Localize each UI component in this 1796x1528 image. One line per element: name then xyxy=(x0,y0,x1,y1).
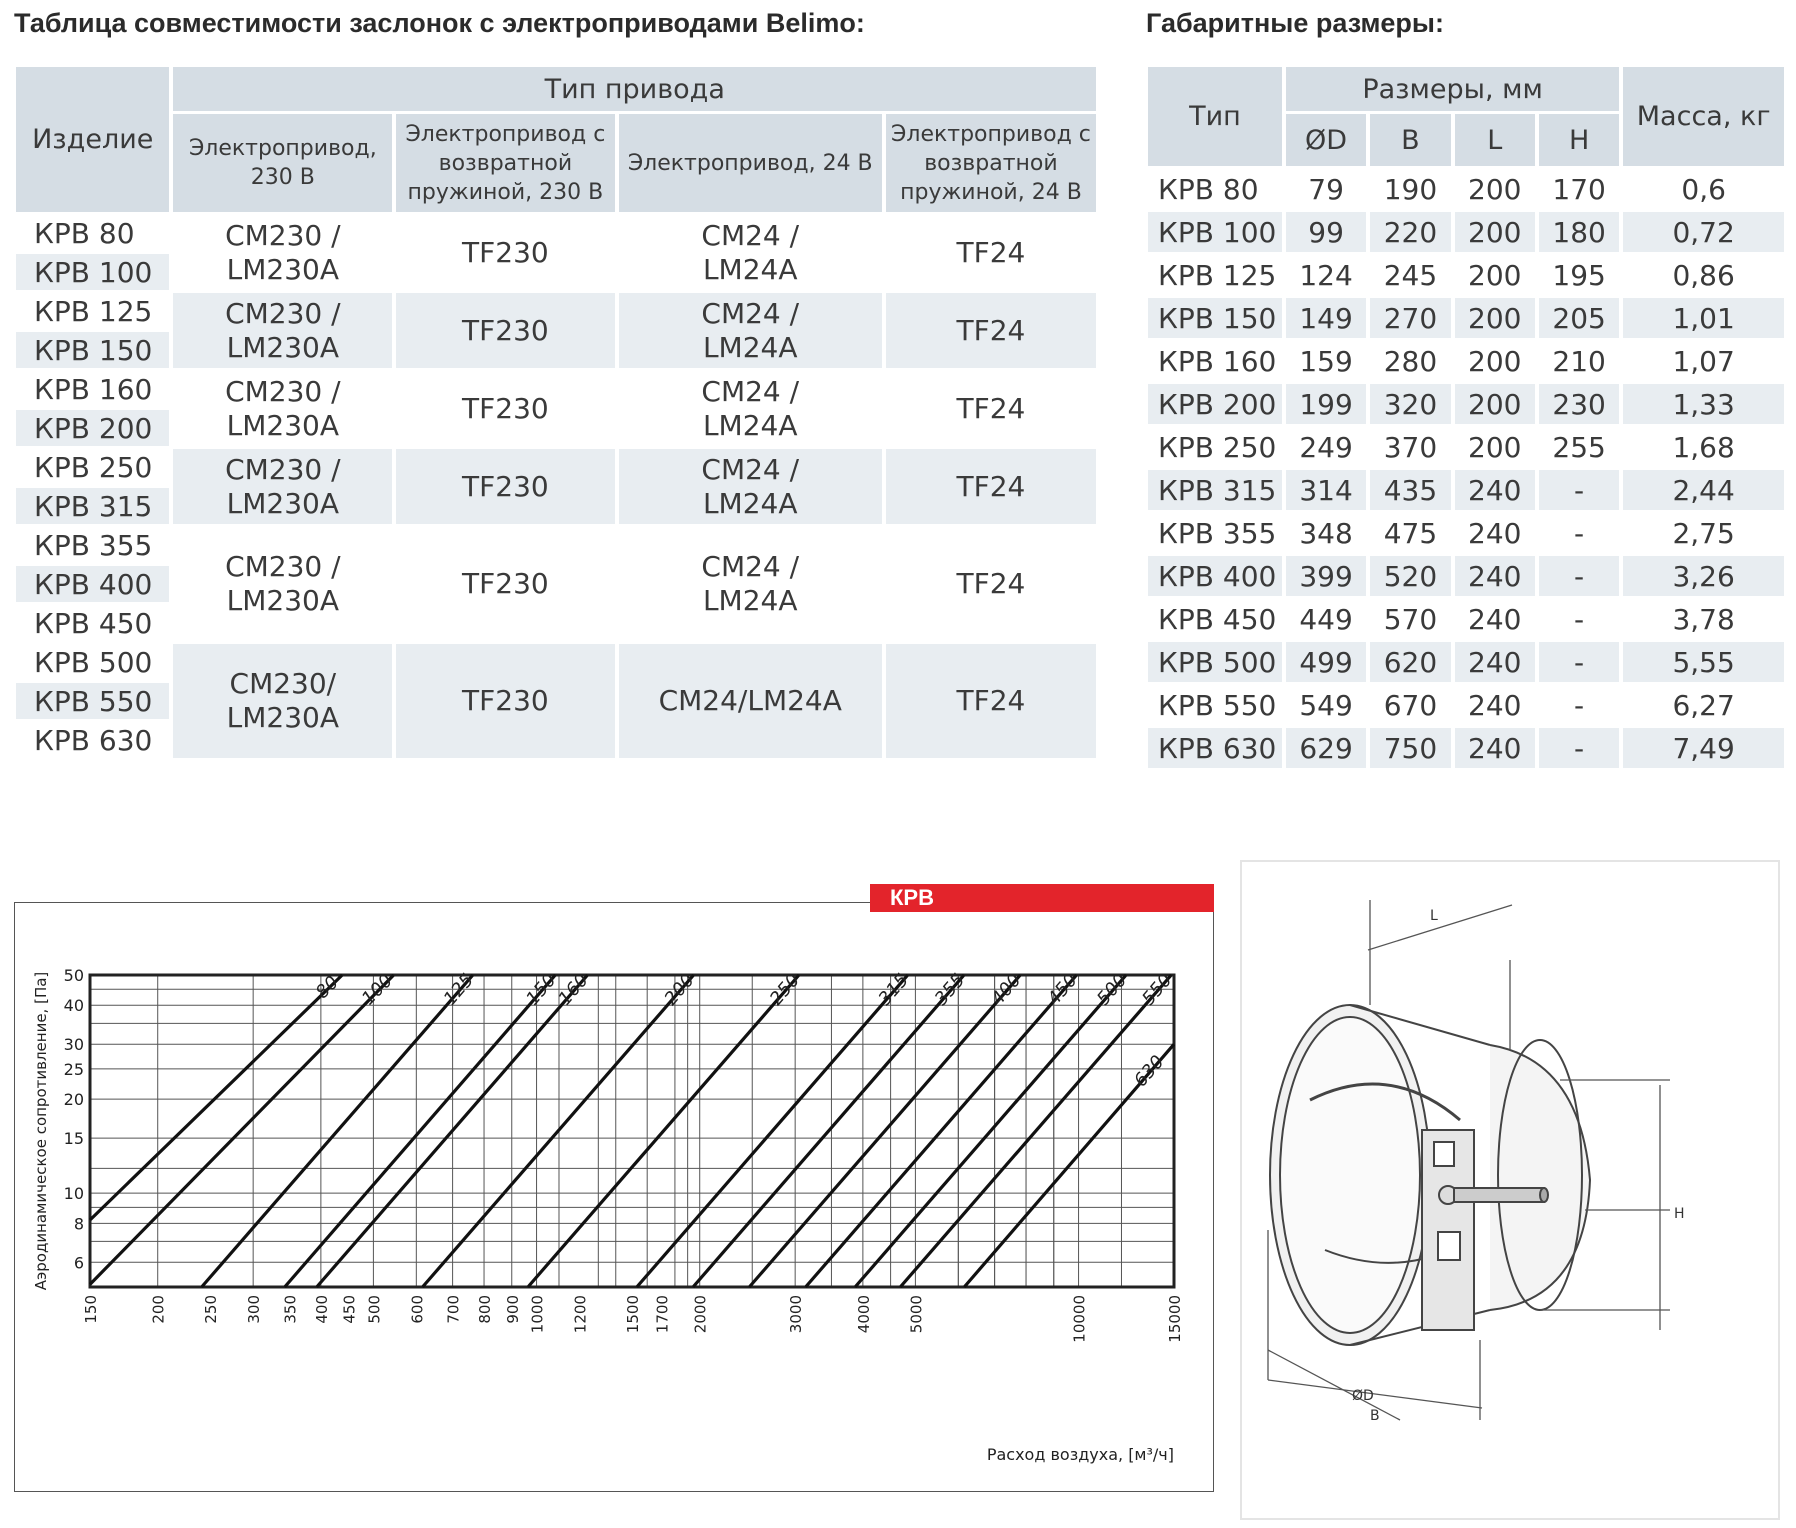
compat-drive-24-cell: CM24 / LM24A xyxy=(701,218,800,286)
compat-product-cell: КРВ 315 xyxy=(16,488,169,524)
compat-product-cell: КРВ 550 xyxy=(16,683,169,719)
compat-product-cell: КРВ 450 xyxy=(34,606,153,640)
series-line-200 xyxy=(423,975,694,1287)
dims-cell: 620 xyxy=(1370,642,1450,682)
dims-col-l: L xyxy=(1455,114,1535,166)
dims-cell: 475 xyxy=(1383,516,1438,550)
compat-spring-24-cell: TF24 xyxy=(956,567,1026,600)
compat-drive-24-cell: CM24 / LM24A xyxy=(701,550,800,617)
compat-drive-230-cell: CM230 / LM230A xyxy=(173,449,392,524)
dims-col-h: H xyxy=(1539,114,1619,166)
dims-col-sizes: Размеры, мм xyxy=(1286,67,1619,111)
compat-spring-230-cell: TF230 xyxy=(462,235,549,269)
dims-cell: - xyxy=(1539,470,1619,510)
series-label-550: 550 xyxy=(1138,969,1177,1010)
y-tick-label: 50 xyxy=(63,966,84,985)
dims-row xyxy=(1148,384,1784,424)
dims-table xyxy=(1144,64,1788,771)
x-tick-label: 4000 xyxy=(854,1295,873,1334)
y-tick-label: 8 xyxy=(73,1214,84,1234)
dims-cell: 2,44 xyxy=(1623,470,1784,510)
dims-row xyxy=(1148,556,1784,596)
dims-cell: 0,72 xyxy=(1623,212,1784,252)
series-label-355: 355 xyxy=(930,969,970,1010)
compat-col-spring-230: Электропривод с возвратной пружиной, 230 В xyxy=(396,114,614,212)
compat-product-cell: КРВ 500 xyxy=(34,645,153,679)
dims-cell: 399 xyxy=(1286,556,1366,596)
dims-cell: 5,55 xyxy=(1623,642,1784,682)
x-tick-label: 350 xyxy=(281,1295,300,1324)
series-label-80: 80 xyxy=(311,972,343,1004)
x-tick-label: 400 xyxy=(312,1295,331,1324)
dims-col-type: Тип xyxy=(1148,67,1282,166)
dims-col-d: ØD xyxy=(1286,114,1366,166)
x-tick-label: 450 xyxy=(340,1295,359,1324)
y-tick-label: 20 xyxy=(63,1090,84,1110)
compat-drive-230-cell: CM230 / LM230A xyxy=(225,374,341,442)
dims-row xyxy=(1148,255,1784,295)
dims-cell: 499 xyxy=(1286,642,1366,682)
x-tick-label: 250 xyxy=(202,1295,221,1324)
compat-spring-24-cell: TF24 xyxy=(956,391,1026,425)
dims-cell: 195 xyxy=(1552,258,1606,292)
dims-cell: 190 xyxy=(1383,172,1438,206)
compat-spring-24-cell: TF24 xyxy=(886,449,1096,524)
dims-cell: КРВ 355 xyxy=(1158,516,1277,550)
compat-spring-24-cell: TF24 xyxy=(886,293,1096,368)
compat-title: Таблица совместимости заслонок с электроприводами Belimo: xyxy=(14,8,865,38)
series-label-200: 200 xyxy=(660,969,699,1010)
dims-cell: 280 xyxy=(1383,344,1438,378)
series-label-450: 450 xyxy=(1043,969,1082,1010)
x-tick-label: 150 xyxy=(82,1295,100,1324)
compat-col-product: Изделие xyxy=(16,67,169,212)
chart-badge: КРВ xyxy=(870,884,1214,912)
y-tick-label: 25 xyxy=(63,1059,84,1079)
y-axis-label: Аэродинамическое сопротивление, [Па] xyxy=(32,971,50,1291)
dims-cell: 750 xyxy=(1370,728,1450,768)
y-tick-label: 10 xyxy=(63,1184,84,1204)
dims-cell: 79 xyxy=(1308,172,1344,206)
dims-cell: 240 xyxy=(1455,556,1535,596)
x-tick-label: 200 xyxy=(149,1295,168,1324)
dims-cell: 240 xyxy=(1455,470,1535,510)
dim-label-d: ØD xyxy=(1352,1388,1374,1404)
pressure-drop-chart xyxy=(14,902,1214,1492)
compat-col-drive-230: Электропривод, 230 В xyxy=(173,114,392,212)
x-tick-label: 1000 xyxy=(528,1295,547,1334)
dims-cell: 0,86 xyxy=(1672,258,1735,292)
x-tick-label: 15000 xyxy=(1166,1295,1184,1343)
dims-cell: 200 xyxy=(1468,430,1522,464)
y-tick-label: 6 xyxy=(73,1253,84,1273)
dims-cell: 670 xyxy=(1383,688,1438,722)
compat-drive-230-cell: CM230/ LM230A xyxy=(173,644,392,758)
dims-cell: 220 xyxy=(1370,212,1450,252)
dims-row xyxy=(1148,642,1784,682)
dims-cell: 570 xyxy=(1383,602,1438,636)
dims-cell: КРВ 400 xyxy=(1148,556,1282,596)
series-label-315: 315 xyxy=(874,969,914,1010)
compat-spring-230-cell: TF230 xyxy=(462,567,549,600)
dims-cell: 240 xyxy=(1468,602,1522,636)
compat-product-cell: КРВ 150 xyxy=(16,332,169,368)
dims-cell: 200 xyxy=(1455,384,1535,424)
x-tick-label: 300 xyxy=(245,1295,264,1324)
dims-cell: 200 xyxy=(1468,344,1522,378)
series-line-355 xyxy=(693,975,964,1287)
compat-drive-230-cell: CM230 / LM230A xyxy=(225,550,341,617)
dims-cell: 0,6 xyxy=(1681,172,1726,206)
dims-cell: - xyxy=(1574,602,1585,636)
x-axis-label: Расход воздуха, [м³/ч] xyxy=(986,1445,1174,1464)
plot-area xyxy=(90,975,1174,1287)
dims-col-mass: Масса, кг xyxy=(1623,67,1784,166)
compat-col-spring-24: Электропривод с возвратной пружиной, 24 В xyxy=(886,114,1096,212)
dims-row xyxy=(1148,685,1784,725)
dims-cell: 7,49 xyxy=(1623,728,1784,768)
dims-cell: КРВ 200 xyxy=(1148,384,1282,424)
compat-product-cell: КРВ 630 xyxy=(34,723,153,757)
dims-cell: - xyxy=(1574,688,1585,722)
dims-cell: 1,07 xyxy=(1672,344,1735,378)
dims-cell: КРВ 550 xyxy=(1158,688,1277,722)
dims-cell: КРВ 150 xyxy=(1148,298,1282,338)
x-tick-label: 3000 xyxy=(787,1295,806,1334)
dims-cell: 159 xyxy=(1299,344,1353,378)
x-tick-label: 700 xyxy=(444,1295,463,1324)
dims-cell: 249 xyxy=(1299,430,1353,464)
compat-drive-24-cell: CM24 / LM24A xyxy=(619,293,882,368)
x-tick-label: 600 xyxy=(408,1295,427,1324)
series-line-100 xyxy=(90,975,394,1284)
y-tick-label: 40 xyxy=(63,996,84,1016)
compat-drive-24-cell: CM24 / LM24A xyxy=(619,449,882,524)
dims-row xyxy=(1148,427,1784,467)
dims-cell: КРВ 250 xyxy=(1158,430,1277,464)
dims-cell: 520 xyxy=(1370,556,1450,596)
dims-cell: КРВ 80 xyxy=(1158,172,1259,206)
compat-drive-230-cell: CM230 / LM230A xyxy=(173,293,392,368)
dims-col-b: B xyxy=(1370,114,1450,166)
dims-cell: 205 xyxy=(1539,298,1619,338)
x-tick-label: 800 xyxy=(476,1295,495,1324)
x-tick-label: 1700 xyxy=(653,1295,672,1334)
dims-cell: КРВ 160 xyxy=(1158,344,1277,378)
dims-cell: 629 xyxy=(1286,728,1366,768)
dims-cell: 3,26 xyxy=(1623,556,1784,596)
dims-cell: КРВ 500 xyxy=(1148,642,1282,682)
dims-cell: - xyxy=(1539,556,1619,596)
dims-cell: 230 xyxy=(1539,384,1619,424)
dim-label-b: B xyxy=(1370,1408,1380,1424)
dims-cell: 200 xyxy=(1455,298,1535,338)
dims-cell: 180 xyxy=(1539,212,1619,252)
compat-col-drive-24: Электропривод, 24 В xyxy=(619,114,882,212)
dims-cell: 240 xyxy=(1455,728,1535,768)
dims-cell: 320 xyxy=(1370,384,1450,424)
x-tick-label: 10000 xyxy=(1070,1295,1089,1343)
dims-cell: 435 xyxy=(1370,470,1450,510)
dims-row xyxy=(1148,599,1784,639)
compat-product-cell: КРВ 400 xyxy=(16,566,169,602)
dims-cell: 348 xyxy=(1299,516,1353,550)
dims-cell: 200 xyxy=(1455,212,1535,252)
dims-cell: 240 xyxy=(1468,516,1522,550)
compat-spring-24-cell: TF24 xyxy=(886,644,1096,758)
compat-spring-230-cell: TF230 xyxy=(396,449,614,524)
dims-cell: 2,75 xyxy=(1672,516,1735,550)
series-line-400 xyxy=(749,975,1020,1287)
compat-product-cell: КРВ 100 xyxy=(16,254,169,290)
compat-product-cell: КРВ 200 xyxy=(16,410,169,446)
dims-cell: 449 xyxy=(1299,602,1353,636)
dims-row xyxy=(1148,169,1784,209)
dims-cell: - xyxy=(1539,642,1619,682)
dims-cell: 170 xyxy=(1552,172,1606,206)
series-label-400: 400 xyxy=(987,969,1026,1010)
compat-spring-230-cell: TF230 xyxy=(462,391,549,425)
x-tick-label: 1500 xyxy=(624,1295,642,1334)
dims-row xyxy=(1148,298,1784,338)
compat-drive-230-cell: CM230 / LM230A xyxy=(225,218,341,286)
dim-label-l: L xyxy=(1430,908,1438,924)
compat-spring-230-cell: TF230 xyxy=(396,644,614,758)
compat-product-cell: КРВ 160 xyxy=(34,372,153,406)
dims-cell: - xyxy=(1574,516,1585,550)
y-tick-label: 30 xyxy=(63,1035,84,1055)
dims-cell: 314 xyxy=(1286,470,1366,510)
dims-row xyxy=(1148,470,1784,510)
compat-product-cell: КРВ 125 xyxy=(34,294,153,328)
series-label-630: 630 xyxy=(1130,1051,1169,1092)
dims-cell: 549 xyxy=(1299,688,1353,722)
dims-cell: 200 xyxy=(1468,258,1522,292)
dims-cell: 6,27 xyxy=(1672,688,1735,722)
dims-cell: 210 xyxy=(1552,344,1606,378)
dims-cell: КРВ 125 xyxy=(1158,258,1277,292)
dims-cell: КРВ 100 xyxy=(1148,212,1282,252)
series-line-150 xyxy=(285,975,556,1287)
compat-table xyxy=(12,64,1100,761)
dims-cell: 370 xyxy=(1383,430,1438,464)
x-tick-label: 500 xyxy=(365,1295,384,1324)
y-tick-label: 15 xyxy=(63,1129,84,1149)
series-label-250: 250 xyxy=(765,969,805,1010)
dims-row xyxy=(1148,341,1784,381)
damper-drawing xyxy=(1240,860,1780,1520)
compat-drive-24-cell: CM24/LM24A xyxy=(619,644,882,758)
x-tick-label: 2000 xyxy=(691,1295,710,1334)
series-label-160: 160 xyxy=(554,969,593,1010)
x-tick-label: 900 xyxy=(503,1295,522,1324)
series-line-315 xyxy=(637,975,908,1287)
dims-cell: 240 xyxy=(1468,688,1522,722)
compat-spring-24-cell: TF24 xyxy=(956,235,1026,269)
series-label-500: 500 xyxy=(1092,969,1132,1010)
dims-cell: - xyxy=(1539,728,1619,768)
dims-cell: 255 xyxy=(1552,430,1606,464)
series-line-80 xyxy=(90,975,342,1220)
dims-cell: 240 xyxy=(1455,642,1535,682)
dims-title: Габаритные размеры: xyxy=(1146,8,1444,38)
compat-product-cell: КРВ 80 xyxy=(34,216,135,250)
compat-col-drive-type: Тип привода xyxy=(173,67,1096,111)
compat-product-cell: КРВ 355 xyxy=(34,528,153,562)
series-line-250 xyxy=(528,975,799,1287)
compat-spring-230-cell: TF230 xyxy=(396,293,614,368)
dims-cell: 99 xyxy=(1286,212,1366,252)
dims-cell: 1,33 xyxy=(1623,384,1784,424)
series-label-125: 125 xyxy=(439,969,479,1010)
x-tick-label: 5000 xyxy=(907,1295,926,1334)
dims-cell: 1,68 xyxy=(1672,430,1735,464)
dims-row xyxy=(1148,728,1784,768)
series-label-100: 100 xyxy=(357,970,397,1010)
dims-cell: 1,01 xyxy=(1623,298,1784,338)
dims-cell: КРВ 450 xyxy=(1158,602,1277,636)
dims-row xyxy=(1148,513,1784,553)
dim-label-h: H xyxy=(1674,1206,1685,1222)
dims-cell: 270 xyxy=(1370,298,1450,338)
series-label-150: 150 xyxy=(522,969,561,1010)
compat-drive-24-cell: CM24 / LM24A xyxy=(701,374,800,442)
series-line-500 xyxy=(855,975,1126,1287)
x-tick-label: 1200 xyxy=(571,1295,590,1334)
dims-cell: 149 xyxy=(1286,298,1366,338)
dims-cell: 3,78 xyxy=(1672,602,1735,636)
dims-cell: 199 xyxy=(1286,384,1366,424)
compat-product-cell: КРВ 250 xyxy=(34,450,153,484)
dims-cell: 200 xyxy=(1468,172,1522,206)
dims-cell: 124 xyxy=(1299,258,1353,292)
dims-cell: КРВ 315 xyxy=(1148,470,1282,510)
dims-row xyxy=(1148,212,1784,252)
dims-cell: 245 xyxy=(1383,258,1438,292)
dims-cell: КРВ 630 xyxy=(1148,728,1282,768)
